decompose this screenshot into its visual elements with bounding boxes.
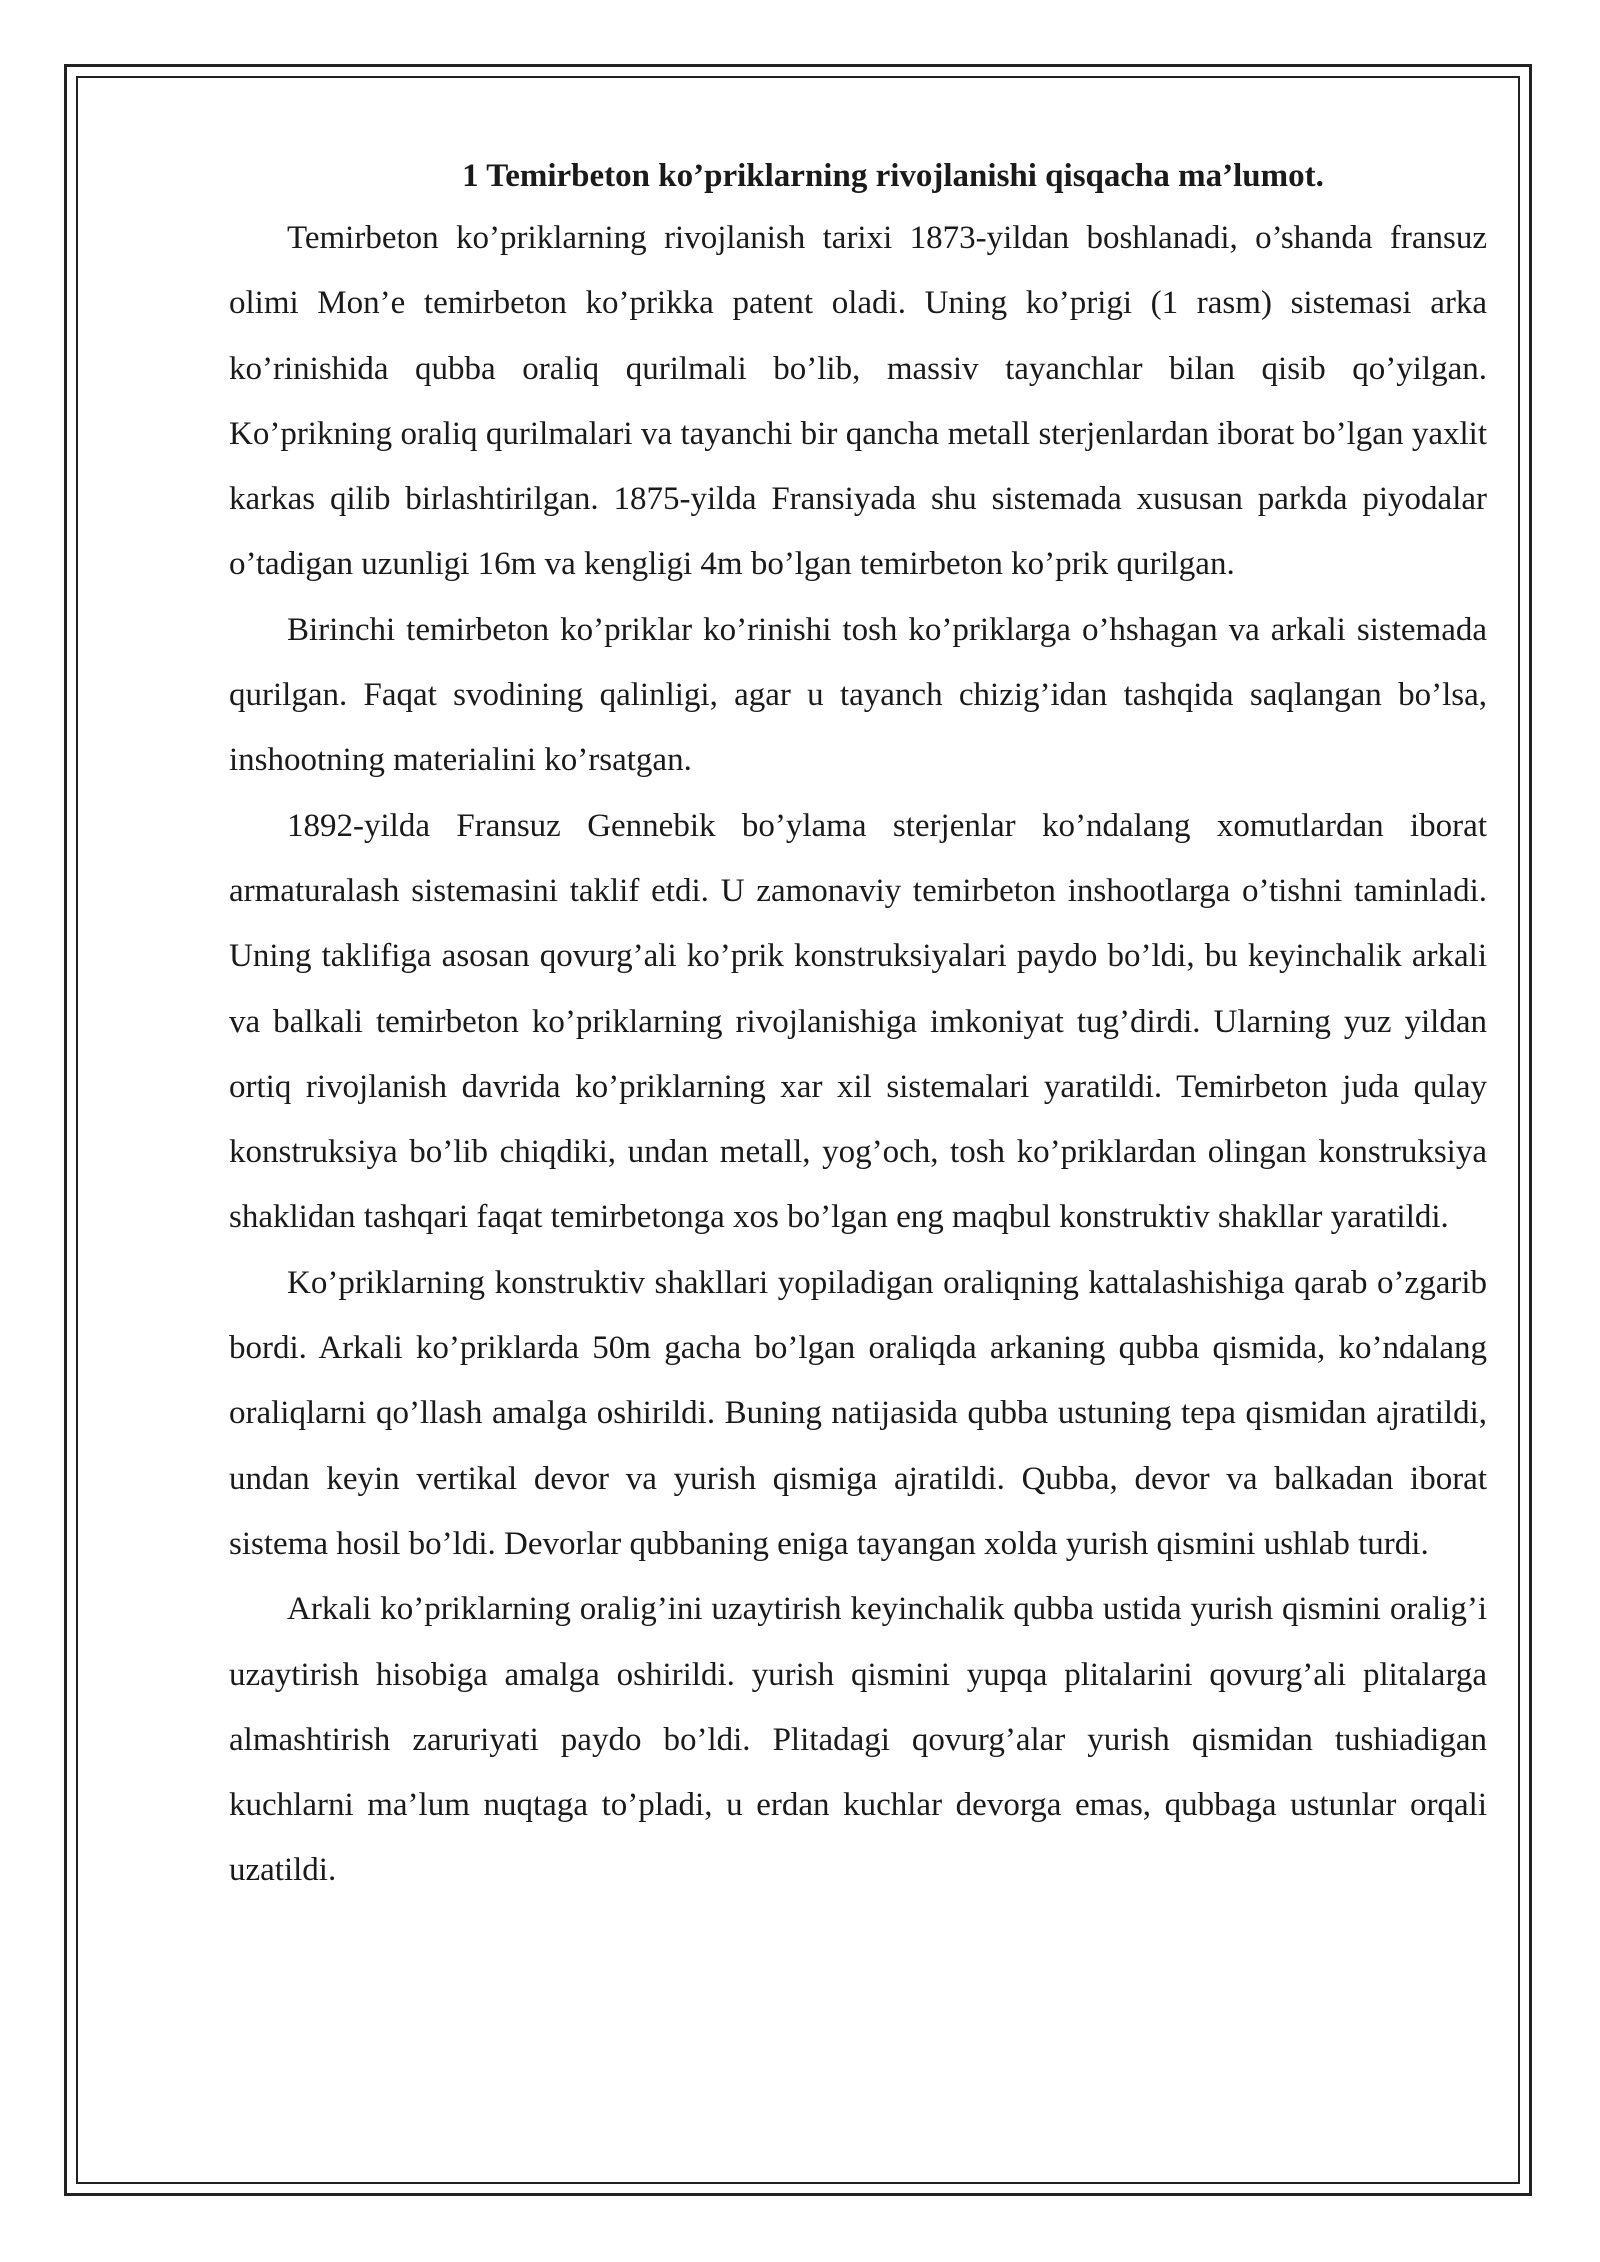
section-title: 1 Temirbeton ko’priklarning rivojlanishi qisqacha ma’lumot.	[462, 158, 1324, 194]
paragraph-4: Ko’priklarning konstruktiv shakllari yopiladigan oraliqning kattalashishiga qarab o’zgarib bordi. Arkali ko’priklarda 50m gacha bo’lgan oraliqda arkaning qubba qismida, ko’ndalang oraliqlarni qo’llash amalga oshirildi. Buning natijasida qubba ustuning tepa qismidan ajratildi, undan keyin vertikal devor va yurish qismiga ajratildi. Qubba, devor va balkadan iborat sistema hosil bo’ldi. Devorlar qubbaning eniga tayangan xolda yurish qismini ushlab turdi.	[229, 1264, 1487, 1562]
document-body	[229, 146, 1487, 1904]
paragraph-1: Temirbeton ko’priklarning rivojlanish tarixi 1873-yildan boshlanadi, o’shanda fransuz olimi Mon’e temirbeton ko’prikka patent oladi. Uning ko’prigi (1 rasm) sistemasi arka ko’rinishida qubba oraliq qurilmali bo’lib, massiv tayanchlar bilan qisib qo’yilgan. Ko’prikning oraliq qurilmalari va tayanchi bir qancha metall sterjenlardan iborat bo’lgan yaxlit karkas qilib birlashtirilgan. 1875-yilda Fransiyada shu sistemada xususan parkda piyodalar o’tadigan uzunligi 16m va kengligi 4m bo’lgan temirbeton ko’prik qurilgan.	[229, 220, 1487, 583]
paragraph-5: Arkali ko’priklarning oralig’ini uzaytirish keyinchalik qubba ustida yurish qismini oralig’i uzaytirish hisobiga amalga oshirildi. yurish qismini yupqa plitalarini qovurg’ali plitalarga almashtirish zaruriyati paydo bo’ldi. Plitadagi qovurg’alar yurish qismidan tushiadigan kuchlarni ma’lum nuqtaga to’pladi, u erdan kuchlar devorga emas, qubbaga ustunlar orqali uzatildi.	[229, 1591, 1487, 1889]
paragraph-2: Birinchi temirbeton ko’priklar ko’rinishi tosh ko’priklarga o’hshagan va arkali sistemada qurilgan. Faqat svodining qalinligi, agar u tayanch chizig’idan tashqida saqlangan bo’lsa, inshootning materialini ko’rsatgan.	[229, 611, 1487, 779]
paragraph-3: 1892-yilda Fransuz Gennebik bo’ylama sterjenlar ko’ndalang xomutlardan iborat armaturalash sistemasini taklif etdi. U zamonaviy temirbeton inshootlarga o’tishni taminladi. Uning taklifiga asosan qovurg’ali ko’prik konstruksiyalari paydo bo’ldi, bu keyinchalik arkali va balkali temirbeton ko’priklarning rivojlanishiga imkoniyat tug’dirdi. Ularning yuz yildan ortiq rivojlanish davrida ko’priklarning xar xil sistemalari yaratildi. Temirbeton juda qulay konstruksiya bo’lib chiqdiki, undan metall, yog’och, tosh ko’priklardan olingan konstruksiya shaklidan tashqari faqat temirbetonga xos bo’lgan eng maqbul konstruktiv shakllar yaratildi.	[229, 807, 1487, 1236]
